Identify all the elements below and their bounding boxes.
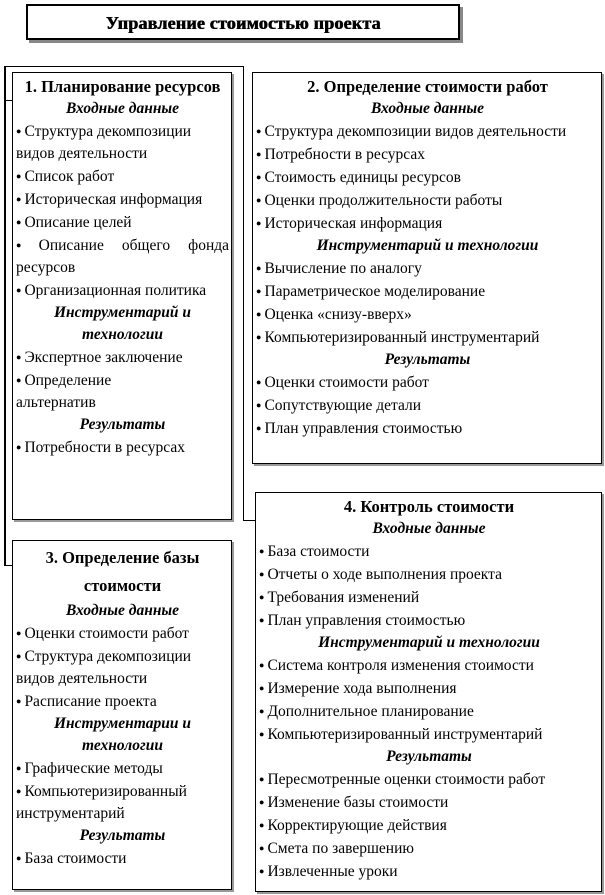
list-item: ● Параметрическое моделирование — [256, 280, 599, 303]
list-item: ● Структура декомпозиции видов деятельности — [16, 120, 229, 165]
list-item: ● Определение альтернатив — [16, 369, 229, 414]
section-inputs-label: Входные данные — [370, 100, 485, 117]
list-item: ● База стоимости — [16, 847, 229, 870]
section-tools-label: Инструментарий и технологии — [318, 634, 540, 651]
list-item: ● Корректирующие действия — [259, 814, 599, 837]
results-list — [16, 847, 229, 870]
list-item: ● Измерение хода выполнения — [259, 677, 599, 700]
connector-block2-foot — [243, 520, 255, 521]
connector-trunk — [4, 66, 6, 566]
results-list — [16, 436, 229, 459]
list-item: ● Потребности в ресурсах — [16, 436, 229, 459]
inputs-list — [16, 622, 229, 713]
list-item: ● Структура декомпозиции видов деятельности — [256, 120, 599, 143]
list-item: ● Описание целей — [16, 211, 229, 234]
list-item: ● Оценка «снизу-вверх» — [256, 303, 599, 326]
tools-list — [256, 257, 599, 349]
block-title: 3. Определение базы стоимости — [45, 548, 200, 595]
section-tools-label: Инструментарии и технологии — [53, 715, 192, 754]
list-item: ● Оценки стоимости работ — [16, 622, 229, 645]
list-item: ● Экспертное заключение — [16, 346, 229, 369]
inputs-list — [16, 120, 229, 302]
block-cost-baseline — [12, 540, 232, 890]
list-item: ● Описание общего фонда ресурсов — [16, 234, 229, 279]
list-item: ● Изменение базы стоимости — [259, 791, 599, 814]
list-item: ● Оценки продолжительности работы — [256, 189, 599, 212]
list-item: ● Дополнительное планирование — [259, 700, 599, 723]
results-list — [259, 768, 599, 883]
section-results-label: Результаты — [386, 748, 472, 765]
block-cost-control — [255, 492, 602, 892]
list-item: ● База стоимости — [259, 540, 599, 563]
inputs-list — [256, 120, 599, 235]
results-list — [256, 371, 599, 440]
list-item: ● Компьютеризированный инструментарий — [16, 780, 229, 825]
list-item: ● Требования изменений — [259, 586, 599, 609]
connector-to-block2 — [243, 66, 244, 521]
section-tools-label: Инструментарий и технологии — [316, 237, 539, 254]
block-title: 1. Планирование ресурсов — [24, 77, 221, 96]
section-results-label: Результаты — [384, 351, 471, 368]
list-item: ● Структура декомпозиции видов деятельности — [16, 645, 229, 690]
section-inputs-label: Входные данные — [65, 100, 180, 117]
list-item: ● Извлеченные уроки — [259, 860, 599, 883]
list-item: ● План управления стоимостью — [256, 417, 599, 440]
list-item: ● Сопутствующие детали — [256, 394, 599, 417]
list-item: ● Смета по завершению — [259, 837, 599, 860]
list-item: ● Организационная политика — [16, 279, 229, 302]
block-title: 2. Определение стоимости работ — [307, 77, 548, 96]
inputs-list — [259, 540, 599, 632]
list-item: ● Историческая информация — [16, 188, 229, 211]
list-item: ● Компьютеризированный инструментарий — [259, 723, 599, 746]
section-results-label: Результаты — [79, 416, 166, 433]
section-results-label: Результаты — [79, 827, 166, 844]
connector-top — [4, 66, 244, 67]
tools-list — [16, 757, 229, 825]
tools-list — [16, 346, 229, 414]
diagram-title: Управление стоимостью проекта — [105, 13, 381, 33]
list-item: ● Потребности в ресурсах — [256, 143, 599, 166]
list-item: ● Список работ — [16, 165, 229, 188]
block-cost-estimating — [252, 72, 602, 464]
list-item: ● Система контроля изменения стоимости — [259, 654, 599, 677]
list-item: ● Графические методы — [16, 757, 229, 780]
tools-list — [259, 654, 599, 746]
section-inputs-label: Входные данные — [372, 520, 486, 537]
list-item: ● Стоимость единицы ресурсов — [256, 166, 599, 189]
section-tools-label: Инструментарий и технологии — [53, 304, 192, 343]
list-item: ● Компьютеризированный инструментарий — [256, 326, 599, 349]
list-item: ● Расписание проекта — [16, 690, 229, 713]
list-item: ● План управления стоимостью — [259, 609, 599, 632]
block-resource-planning — [12, 72, 232, 520]
list-item: ● Отчеты о ходе выполнения проекта — [259, 563, 599, 586]
list-item: ● Вычисление по аналогу — [256, 257, 599, 280]
section-inputs-label: Входные данные — [65, 602, 180, 619]
list-item: ● Историческая информация — [256, 212, 599, 235]
list-item: ● Оценки стоимости работ — [256, 371, 599, 394]
block-title: 4. Контроль стоимости — [343, 497, 515, 516]
list-item: ● Пересмотренные оценки стоимости работ — [259, 768, 599, 791]
diagram-title-box — [26, 4, 460, 40]
